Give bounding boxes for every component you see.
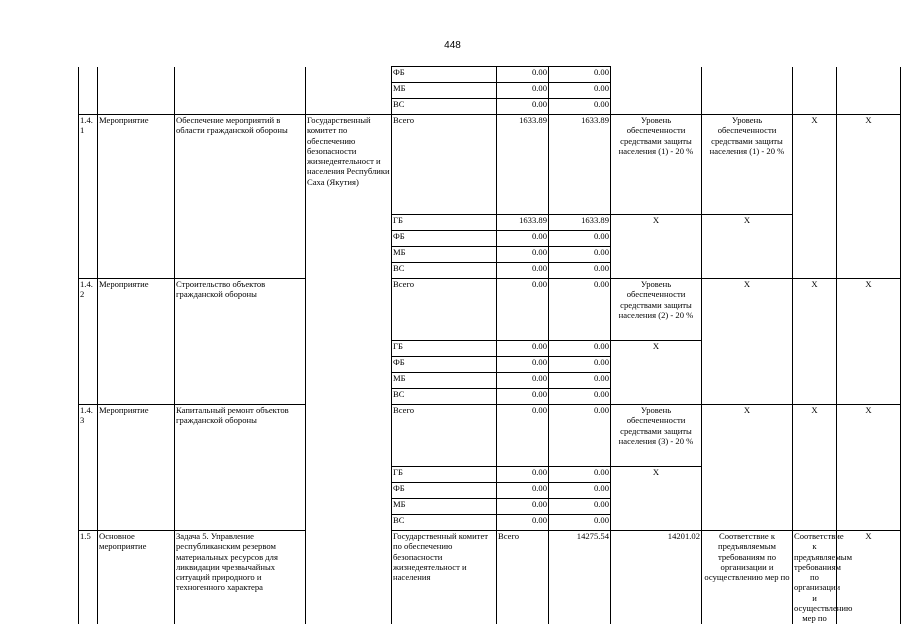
table-row: 1.4. 1 Мероприятие Обеспечение мероприятий в области гражданской обороны Государственный комитет по обеспечению безопасности жизнедеятельност и населения Республики Саха (Якутия) Всего 1633.89 1633.89 Уровень обеспеченности средствами защиты населения (1) - 20 % Уровень обеспеченности средствами защиты населения (1) - 20 % Х Х xyxy=(79,115,901,215)
table-row: МБ 0.00 0.00 xyxy=(79,247,901,263)
row-name: Обеспечение мероприятий в области гражданской обороны xyxy=(175,115,306,279)
page-number: 448 xyxy=(444,40,461,51)
table-row: ГБ 0.00 0.00 Х xyxy=(79,341,901,357)
table-row: 1.4. 2 Мероприятие Строительство объектов гражданской обороны Всего 0.00 0.00 Уровень обеспеченности средствами защиты населения (2) - 20 % Х Х Х xyxy=(79,279,901,341)
table-row: ГБ 0.00 0.00 Х xyxy=(79,467,901,483)
table-row: МБ 0.00 0.00 xyxy=(79,499,901,515)
table-row: ФБ 0.00 0.00 xyxy=(79,231,901,247)
table-row: 1.5 Основное мероприятие Задача 5. Управление республиканским резервом материальных ресурсов для ликвидации чрезвычайных ситуаций природного и техногенного характера Государственный комитет по обеспечению безопасности жизнедеятельност и населения Всего 14275.54 14201.02 Соответствие к предъявляемым требованиям по организации и осуществлению мер по Соответствие к предъявляемым требованиям по организации и осуществлению мер по Х xyxy=(79,531,901,624)
row-number: 1.4. 1 xyxy=(79,115,98,279)
table-row: ВС 0.00 0.00 xyxy=(79,263,901,279)
row-type: Мероприятие xyxy=(98,115,175,279)
table-row: ВС 0.00 0.00 xyxy=(79,99,901,115)
table-row: ФБ 0.00 0.00 xyxy=(79,357,901,373)
table-row: ФБ 0.00 0.00 xyxy=(79,67,901,83)
source-cell: ФБ xyxy=(392,67,497,83)
program-table xyxy=(78,66,901,624)
indicator: Уровень обеспеченности средствами защиты населения (1) - 20 % xyxy=(702,115,793,215)
executor: Государственный комитет по обеспечению безопасности жизнедеятельност и населения Республики Саха (Якутия) xyxy=(306,115,392,215)
table-row: ВС 0.00 0.00 xyxy=(79,389,901,405)
indicator: Уровень обеспеченности средствами защиты населения (1) - 20 % xyxy=(611,115,702,215)
table-row: МБ 0.00 0.00 xyxy=(79,83,901,99)
table-row: ФБ 0.00 0.00 xyxy=(79,483,901,499)
table-row: ГБ 1633.89 1633.89 Х Х xyxy=(79,215,901,231)
table-row: 1.4. 3 Мероприятие Капитальный ремонт объектов гражданской обороны Всего 0.00 0.00 Уровень обеспеченности средствами защиты населения (3) - 20 % Х Х Х xyxy=(79,405,901,467)
table-row: ВС 0.00 0.00 xyxy=(79,515,901,531)
table-row: МБ 0.00 0.00 xyxy=(79,373,901,389)
